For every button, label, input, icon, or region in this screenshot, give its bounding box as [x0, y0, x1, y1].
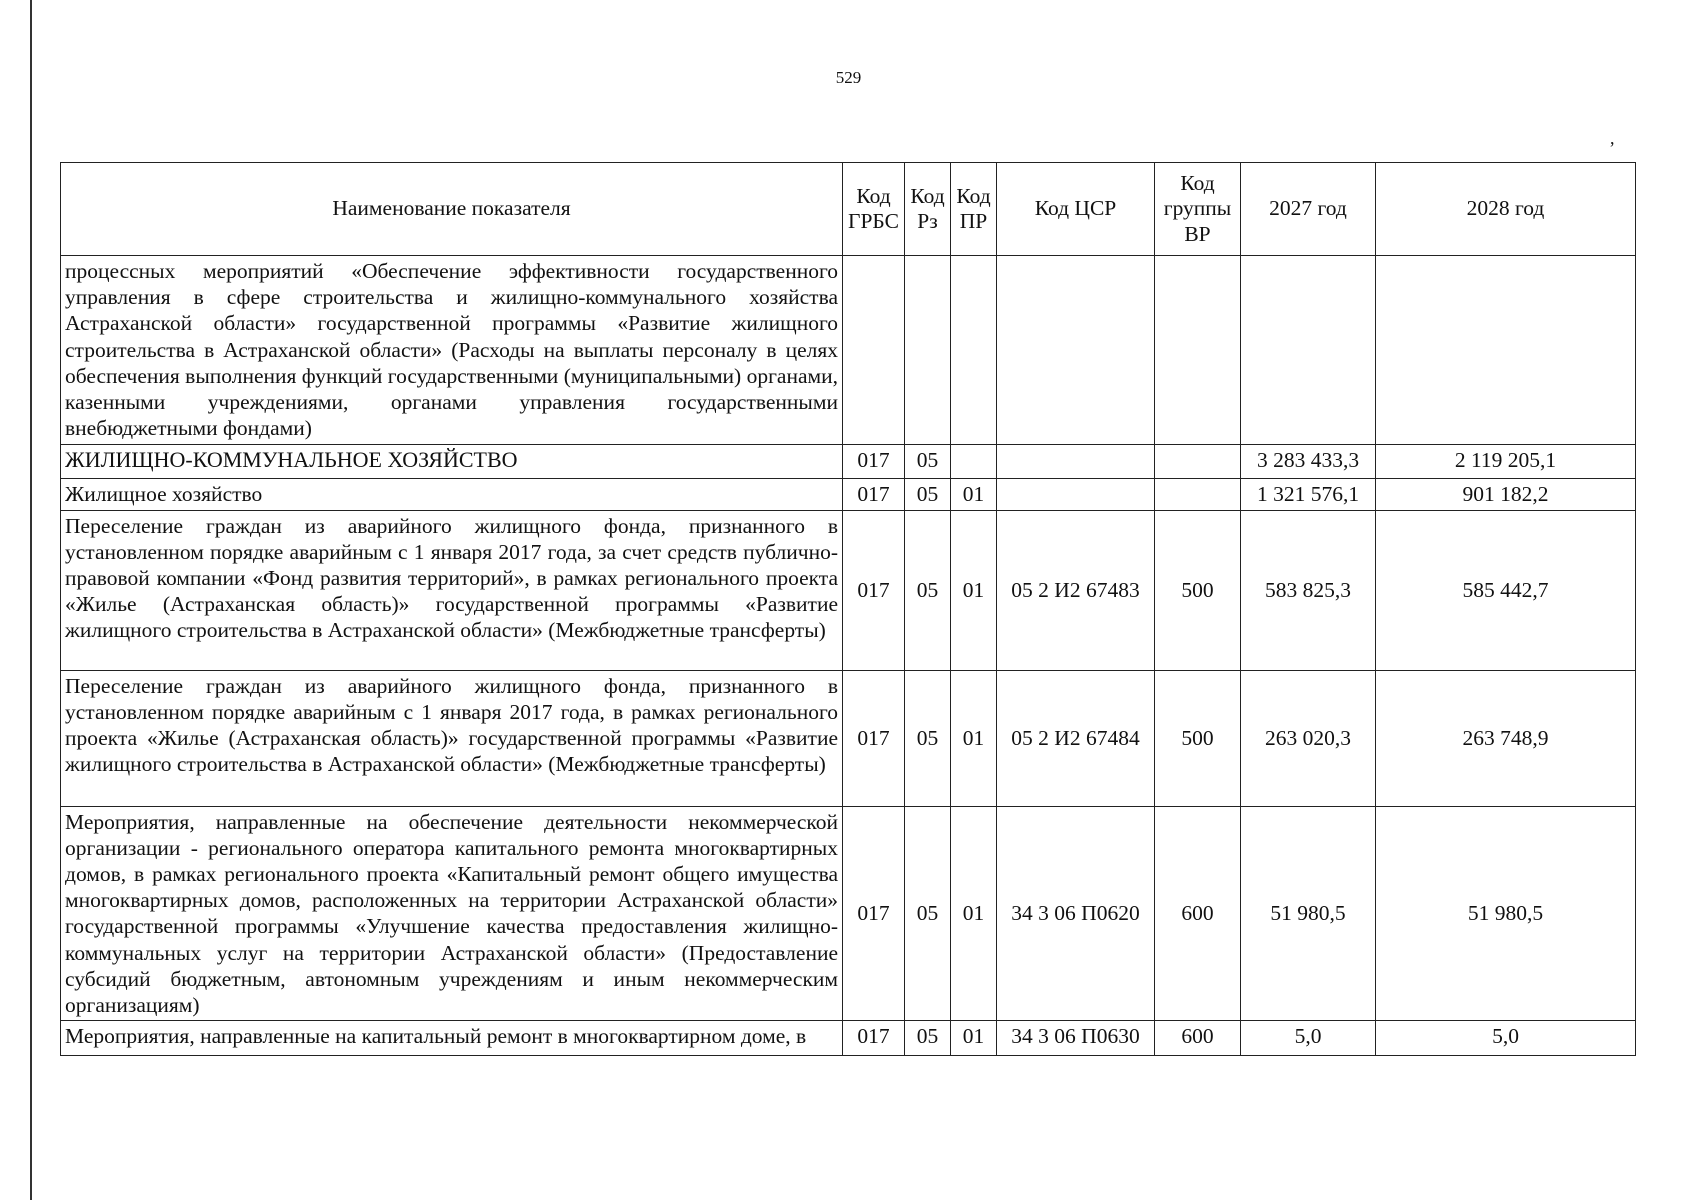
row-grbs: 017	[843, 806, 905, 1021]
row-2027: 263 020,3	[1241, 670, 1376, 806]
row-rz: 05	[905, 478, 951, 510]
row-2027: 5,0	[1241, 1021, 1376, 1056]
row-csr: 34 3 06 П0620	[997, 806, 1155, 1021]
row-2028: 585 442,7	[1376, 510, 1636, 670]
row-2028: 5,0	[1376, 1021, 1636, 1056]
table-row	[61, 510, 1636, 670]
row-csr: 05 2 И2 67483	[997, 510, 1155, 670]
row-name: Жилищное хозяйство	[61, 478, 843, 510]
row-name: Переселение граждан из аварийного жилищного фонда, признанного в установленном порядке аварийным с 1 января 2017 года, за счет средств публично-правовой компании «Фонд развития территорий», в рамках регионального проекта «Жилье (Астраханская область)» государственной программы «Развитие жилищного строительства в Астраханской области» (Межбюджетные трансферты)	[61, 510, 843, 670]
row-vr: 500	[1155, 670, 1241, 806]
page-number: 529	[835, 68, 862, 87]
row-2027	[1241, 256, 1376, 445]
row-name: Переселение граждан из аварийного жилищного фонда, признанного в установленном порядке аварийным с 1 января 2017 года, в рамках регионального проекта «Жилье (Астраханская область)» государственной программы «Развитие жилищного строительства в Астраханской области» (Межбюджетные трансферты)	[61, 670, 843, 806]
row-grbs: 017	[843, 478, 905, 510]
header-2028: 2028 год	[1376, 163, 1636, 256]
row-vr: 600	[1155, 1021, 1241, 1056]
row-2028: 2 119 205,1	[1376, 444, 1636, 478]
row-vr	[1155, 256, 1241, 445]
budget-table	[60, 162, 1636, 1056]
row-2028	[1376, 256, 1636, 445]
row-rz: 05	[905, 510, 951, 670]
header-2027: 2027 год	[1241, 163, 1376, 256]
row-rz: 05	[905, 444, 951, 478]
row-csr	[997, 444, 1155, 478]
row-pr	[951, 256, 997, 445]
row-pr: 01	[951, 670, 997, 806]
row-rz: 05	[905, 1021, 951, 1056]
table-row	[61, 444, 1636, 478]
row-vr: 600	[1155, 806, 1241, 1021]
row-name: Мероприятия, направленные на обеспечение деятельности некоммерческой организации - регионального оператора капитального ремонта многоквартирных домов, в рамках регионального проекта «Капитальный ремонт общего имущества многоквартирных домов, расположенных на территории Астраханской области» государственной программы «Улучшение качества предоставления жилищно-коммунальных услуг на территории Астраханской области» (Предоставление субсидий бюджетным, автономным учреждениям и иным некоммерческим организациям)	[61, 806, 843, 1021]
header-rz: Код Рз	[905, 163, 951, 256]
header-csr: Код ЦСР	[997, 163, 1155, 256]
row-pr: 01	[951, 510, 997, 670]
table-row	[61, 1021, 1636, 1056]
table-row	[61, 670, 1636, 806]
row-grbs	[843, 256, 905, 445]
row-csr: 05 2 И2 67484	[997, 670, 1155, 806]
row-2027: 3 283 433,3	[1241, 444, 1376, 478]
row-csr	[997, 478, 1155, 510]
row-rz	[905, 256, 951, 445]
row-2027: 1 321 576,1	[1241, 478, 1376, 510]
row-2028: 263 748,9	[1376, 670, 1636, 806]
row-vr	[1155, 478, 1241, 510]
row-pr: 01	[951, 478, 997, 510]
table-row	[61, 478, 1636, 510]
row-pr: 01	[951, 1021, 997, 1056]
row-rz: 05	[905, 670, 951, 806]
header-row	[61, 163, 1636, 256]
row-2028: 901 182,2	[1376, 478, 1636, 510]
header-grbs: Код ГРБС	[843, 163, 905, 256]
table-row	[61, 806, 1636, 1021]
row-2027: 583 825,3	[1241, 510, 1376, 670]
row-vr: 500	[1155, 510, 1241, 670]
row-name: ЖИЛИЩНО-КОММУНАЛЬНОЕ ХОЗЯЙСТВО	[61, 444, 843, 478]
row-vr	[1155, 444, 1241, 478]
row-grbs: 017	[843, 670, 905, 806]
table-row	[61, 256, 1636, 445]
row-pr	[951, 444, 997, 478]
row-rz: 05	[905, 806, 951, 1021]
row-csr: 34 3 06 П0630	[997, 1021, 1155, 1056]
row-2027: 51 980,5	[1241, 806, 1376, 1021]
left-margin-rule	[30, 0, 32, 1200]
row-name: процессных мероприятий «Обеспечение эффективности государственного управления в сфере строительства и жилищно-коммунального хозяйства Астраханской области» государственной программы «Развитие жилищного строительства в Астраханской области» (Расходы на выплаты персоналу в целях обеспечения выполнения функций государственными (муниципальными) органами, казенными учреждениями, органами управления государственными внебюджетными фондами)	[61, 256, 843, 445]
header-pr: Код ПР	[951, 163, 997, 256]
stray-mark: ,	[1610, 128, 1615, 148]
row-grbs: 017	[843, 1021, 905, 1056]
row-name: Мероприятия, направленные на капитальный ремонт в многоквартирном доме, в	[61, 1021, 843, 1056]
row-grbs: 017	[843, 444, 905, 478]
row-csr	[997, 256, 1155, 445]
header-name: Наименование показателя	[61, 163, 843, 256]
row-pr: 01	[951, 806, 997, 1021]
row-grbs: 017	[843, 510, 905, 670]
row-2028: 51 980,5	[1376, 806, 1636, 1021]
header-vr: Код группы ВР	[1155, 163, 1241, 256]
